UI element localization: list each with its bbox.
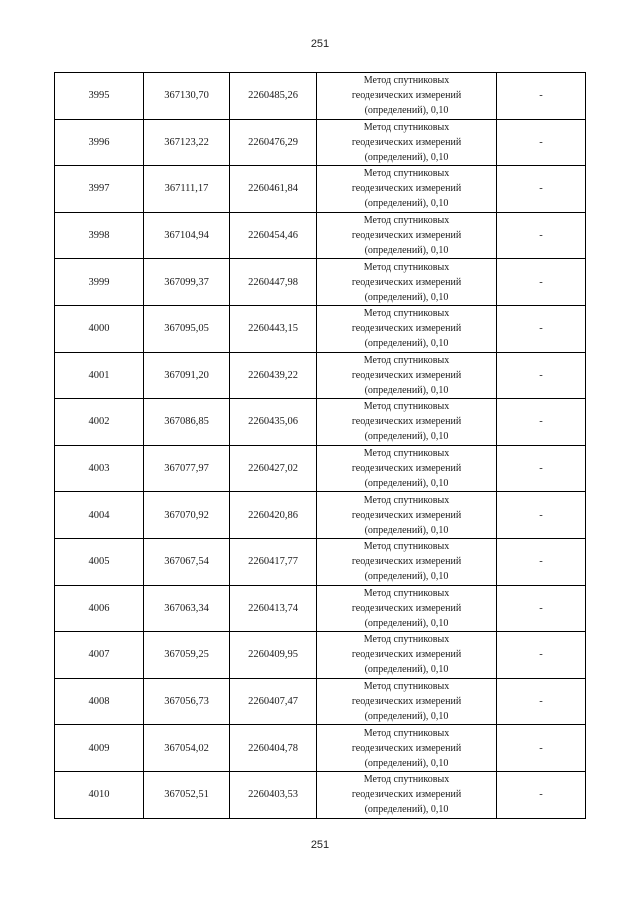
method-line-3: (определений), 0,10 [364,664,449,676]
method-cell [317,632,497,679]
x-coordinate-cell: 367111,17 [144,166,230,213]
point-number-cell: 3999 [55,259,144,306]
point-number-cell: 4008 [55,678,144,725]
method-line-2: геодезических измерений [351,230,462,242]
y-coordinate-cell: 2260407,47 [230,678,317,725]
method-line-2: геодезических измерений [351,90,462,102]
coordinates-table-body [55,73,586,819]
x-coordinate-cell: 367067,54 [144,538,230,585]
table-row [55,585,586,632]
method-line-3: (определений), 0,10 [364,431,449,443]
x-coordinate-cell: 367059,25 [144,632,230,679]
point-number-cell: 4007 [55,632,144,679]
y-coordinate-cell: 2260485,26 [230,73,317,120]
x-coordinate-cell: 367070,92 [144,492,230,539]
method-cell [317,538,497,585]
method-line-2: геодезических измерений [351,183,462,195]
point-number-cell: 3996 [55,119,144,166]
table-row [55,166,586,213]
point-number-cell: 3995 [55,73,144,120]
y-coordinate-cell: 2260403,53 [230,771,317,818]
method-line-3: (определений), 0,10 [364,105,449,117]
y-coordinate-cell: 2260476,29 [230,119,317,166]
table-row [55,119,586,166]
method-line-3: (определений), 0,10 [364,711,449,723]
x-coordinate-cell: 367091,20 [144,352,230,399]
table-row [55,259,586,306]
extra-cell: - [497,538,586,585]
table-row [55,305,586,352]
table-row [55,492,586,539]
y-coordinate-cell: 2260417,77 [230,538,317,585]
y-coordinate-cell: 2260404,78 [230,725,317,772]
method-line-1: Метод спутниковых [363,354,450,366]
method-line-2: геодезических измерений [351,696,462,708]
method-line-1: Метод спутниковых [363,494,450,506]
method-line-3: (определений), 0,10 [364,291,449,303]
point-number-cell: 4000 [55,305,144,352]
method-line-2: геодезических измерений [351,602,462,614]
y-coordinate-cell: 2260420,86 [230,492,317,539]
point-number-cell: 4009 [55,725,144,772]
method-line-2: геодезических измерений [351,416,462,428]
method-line-2: геодезических измерений [351,509,462,521]
table-row [55,212,586,259]
method-line-1: Метод спутниковых [363,401,450,413]
method-cell [317,259,497,306]
method-line-1: Метод спутниковых [363,634,450,646]
x-coordinate-cell: 367104,94 [144,212,230,259]
table-row [55,725,586,772]
method-line-1: Метод спутниковых [363,261,450,273]
table-row [55,632,586,679]
method-line-3: (определений), 0,10 [364,478,449,490]
method-line-3: (определений), 0,10 [364,338,449,350]
extra-cell: - [497,585,586,632]
method-cell [317,166,497,213]
y-coordinate-cell: 2260439,22 [230,352,317,399]
method-line-3: (определений), 0,10 [364,804,449,816]
method-line-2: геодезических измерений [351,369,462,381]
y-coordinate-cell: 2260443,15 [230,305,317,352]
point-number-cell: 4003 [55,445,144,492]
y-coordinate-cell: 2260461,84 [230,166,317,213]
method-line-1: Метод спутниковых [363,727,450,739]
x-coordinate-cell: 367130,70 [144,73,230,120]
method-line-1: Метод спутниковых [363,774,450,786]
method-cell [317,73,497,120]
method-line-1: Метод спутниковых [363,168,450,180]
method-line-3: (определений), 0,10 [364,757,449,769]
method-line-2: геодезических измерений [351,136,462,148]
method-cell [317,725,497,772]
point-number-cell: 4004 [55,492,144,539]
extra-cell: - [497,166,586,213]
method-line-1: Метод спутниковых [363,121,450,133]
extra-cell: - [497,445,586,492]
extra-cell: - [497,352,586,399]
method-line-1: Метод спутниковых [363,541,450,553]
x-coordinate-cell: 367095,05 [144,305,230,352]
method-line-2: геодезических измерений [351,276,462,288]
x-coordinate-cell: 367099,37 [144,259,230,306]
y-coordinate-cell: 2260435,06 [230,399,317,446]
extra-cell: - [497,73,586,120]
extra-cell: - [497,632,586,679]
method-cell [317,212,497,259]
method-line-2: геодезических измерений [351,556,462,568]
extra-cell: - [497,492,586,539]
table-row [55,538,586,585]
point-number-cell: 4006 [55,585,144,632]
method-cell [317,492,497,539]
extra-cell: - [497,119,586,166]
y-coordinate-cell: 2260413,74 [230,585,317,632]
method-cell [317,399,497,446]
extra-cell: - [497,678,586,725]
method-line-3: (определений), 0,10 [364,571,449,583]
point-number-cell: 3998 [55,212,144,259]
method-line-2: геодезических измерений [351,649,462,661]
extra-cell: - [497,725,586,772]
method-cell [317,305,497,352]
table-row [55,445,586,492]
method-line-3: (определений), 0,10 [364,617,449,629]
method-line-3: (определений), 0,10 [364,384,449,396]
point-number-cell: 4002 [55,399,144,446]
point-number-cell: 4001 [55,352,144,399]
method-line-1: Метод спутниковых [363,75,450,87]
x-coordinate-cell: 367086,85 [144,399,230,446]
point-number-cell: 4005 [55,538,144,585]
method-line-3: (определений), 0,10 [364,151,449,163]
extra-cell: - [497,212,586,259]
extra-cell: - [497,399,586,446]
method-cell [317,445,497,492]
y-coordinate-cell: 2260454,46 [230,212,317,259]
method-cell [317,678,497,725]
method-line-3: (определений), 0,10 [364,245,449,257]
x-coordinate-cell: 367063,34 [144,585,230,632]
method-line-1: Метод спутниковых [363,587,450,599]
method-line-3: (определений), 0,10 [364,524,449,536]
method-line-2: геодезических измерений [351,463,462,475]
method-line-3: (определений), 0,10 [364,198,449,210]
method-line-1: Метод спутниковых [363,448,450,460]
extra-cell: - [497,771,586,818]
x-coordinate-cell: 367052,51 [144,771,230,818]
x-coordinate-cell: 367077,97 [144,445,230,492]
method-line-1: Метод спутниковых [363,308,450,320]
x-coordinate-cell: 367054,02 [144,725,230,772]
page-number-bottom: 251 [310,839,330,851]
page-number-top: 251 [310,38,330,50]
method-line-2: геодезических измерений [351,789,462,801]
y-coordinate-cell: 2260447,98 [230,259,317,306]
extra-cell: - [497,305,586,352]
x-coordinate-cell: 367056,73 [144,678,230,725]
method-cell [317,352,497,399]
extra-cell: - [497,259,586,306]
method-cell [317,585,497,632]
coordinates-table [54,72,586,819]
table-row [55,399,586,446]
method-line-1: Метод спутниковых [363,681,450,693]
point-number-cell: 3997 [55,166,144,213]
y-coordinate-cell: 2260427,02 [230,445,317,492]
x-coordinate-cell: 367123,22 [144,119,230,166]
method-line-2: геодезических измерений [351,742,462,754]
point-number-cell: 4010 [55,771,144,818]
y-coordinate-cell: 2260409,95 [230,632,317,679]
table-row [55,678,586,725]
table-row [55,352,586,399]
table-row [55,73,586,120]
method-cell [317,771,497,818]
table-row [55,771,586,818]
method-line-2: геодезических измерений [351,323,462,335]
method-line-1: Метод спутниковых [363,215,450,227]
method-cell [317,119,497,166]
